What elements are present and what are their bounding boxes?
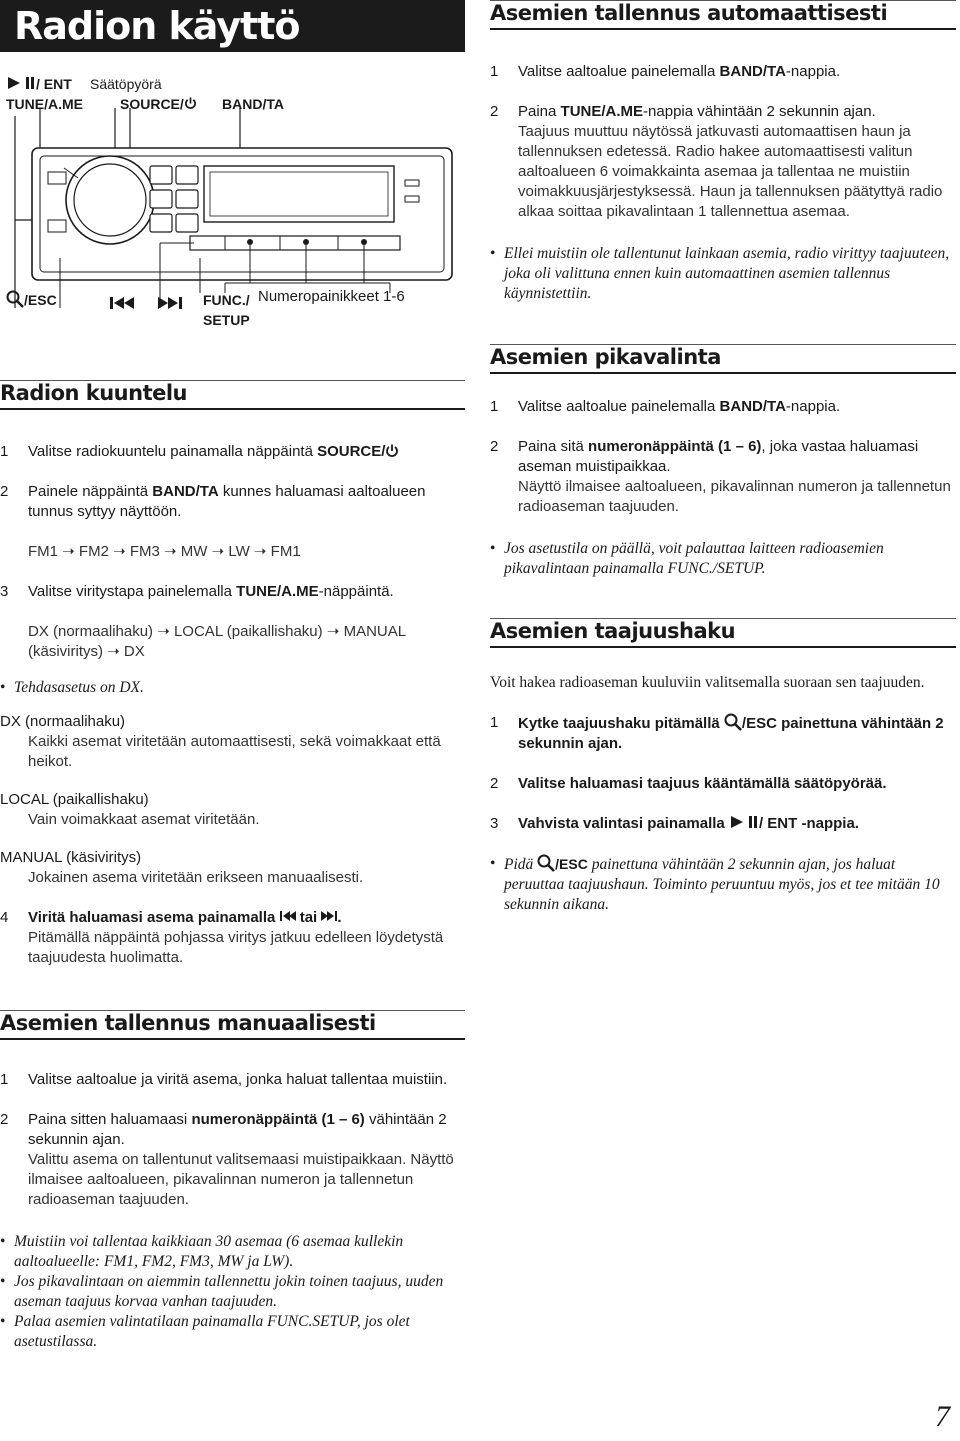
step-3: 3 Valitse viritystapa painelemalla TUNE/A.ME-näppäintä. (0, 583, 394, 600)
head-unit-drawing (0, 108, 465, 308)
manual-desc: Jokainen asema viritetään erikseen manuaalisesti. (28, 869, 364, 886)
step-2: 2 Painele näppäintä BAND/TA kunnes haluamasi aaltoalueen tunnus syttyy näyttöön. (0, 483, 426, 520)
default-note: • Tehdasasetus on DX. (0, 678, 465, 698)
arrow-icon: ➝ (62, 543, 75, 560)
step-1: 1 Valitse radiokuuntelu painamalla näppäintä SOURCE/ (0, 442, 465, 462)
step-4-desc: Pitämällä näppäintä pohjassa viritys jatkuu edelleen löydetystä taajuudesta huolimatta. (28, 929, 444, 966)
arrow-icon: ➝ (211, 543, 225, 560)
dx-title: DX (normaalihaku) (0, 713, 126, 730)
tallennus-automaattisesti-body (490, 62, 956, 304)
saatopyora-label: Säätöpyörä (90, 76, 162, 92)
radio-diagram (0, 68, 465, 338)
play-pause-icon (729, 815, 759, 829)
step-2: 2 Valitse haluamasi taajuus kääntämällä säätöpyörää. (490, 775, 887, 792)
tune-ame-label: TUNE/A.ME (6, 96, 83, 112)
page-title: Radion käyttö (0, 0, 465, 52)
local-title: LOCAL (paikallishaku) (0, 791, 149, 808)
tallennus-automaattisesti-heading: Asemien tallennus automaattisesti (490, 0, 956, 30)
arrow-icon: ➝ (253, 543, 267, 560)
source-label: SOURCE/ (120, 96, 197, 112)
tallennus-manuaalisesti-body (0, 1070, 465, 1352)
tallennus-manuaalisesti-heading: Asemien tallennus manuaalisesti (0, 1010, 465, 1040)
search-icon (537, 854, 555, 872)
step-1: 1 Valitse aaltoalue ja viritä asema, jonka haluat tallentaa muistiin. (0, 1071, 448, 1088)
setup-label: SETUP (203, 312, 250, 328)
taajuushaku-note: • Pidä /ESC painettuna vähintään 2 sekunnin ajan, jos haluat peruuttaa taajuushaun. Toiminto peruuntuu myös, jos et tee mitään 10 sekunnin aikana. (490, 854, 956, 915)
radion-kuuntelu-heading: Radion kuuntelu (0, 380, 465, 410)
search-icon (6, 290, 24, 308)
arrow-icon: ➝ (157, 623, 170, 640)
arrow-icon: ➝ (326, 623, 340, 640)
numeric-buttons-label: Numeropainikkeet 1-6 (258, 288, 405, 305)
step-1: 1 Valitse aaltoalue painelemalla BAND/TA-nappia. (490, 63, 841, 80)
step-1: 1 Valitse aaltoalue painelemalla BAND/TA-nappia. (490, 398, 841, 415)
taajuushaku-heading: Asemien taajuushaku (490, 618, 956, 648)
search-icon (724, 713, 742, 731)
seek-buttons-icon (110, 296, 190, 310)
power-icon (385, 444, 399, 458)
step-2-desc: Näyttö ilmaisee aaltoalueen, pikavalinnan numeron ja tallennetun radioaseman taajuuden. (518, 478, 951, 515)
band-label: BAND/TA (222, 96, 284, 112)
step-2: 2 Paina sitä numeronäppäintä (1 – 6), joka vastaa haluamasi aseman muistipaikkaa. (490, 438, 919, 475)
func-label: FUNC./ (203, 292, 250, 308)
taajuushaku-body (490, 673, 956, 915)
manual-title: MANUAL (käsiviritys) (0, 849, 142, 866)
mode-sequence: DX (normaalihaku) ➝ LOCAL (paikallishaku) ➝ MANUAL (käsiviritys) ➝ DX (28, 623, 407, 660)
page-number: 7 (935, 1400, 950, 1433)
dx-desc: Kaikki asemat viritetään automaattisesti, sekä voimakkaat että heikot. (28, 733, 441, 770)
step-4: 4 Viritä haluamasi asema painamalla tai . (0, 909, 342, 926)
step-1: 1 Kytke taajuushaku pitämällä /ESC painettuna vähintään 2 sekunnin ajan. (490, 714, 944, 752)
arrow-icon: ➝ (164, 543, 177, 560)
step-2-desc: Taajuus muuttuu näytössä jatkuvasti automaattisen haun ja tallennuksen edetessä. Radio hakee automaattisesti valitun aaltoalueen 6 voimakkainta asemaa ja tallentaa ne muistiin voimakkuusjärjestyksessä. Haun ja tallennuksen päätyttyä radio alkaa soittaa pikavalintaan 1 tallennettua asemaa. (518, 123, 943, 220)
step-2: 2 Paina sitten haluamaasi numeronäppäintä (1 – 6) vähintään 2 sekunnin ajan. (0, 1111, 447, 1148)
play-pause-icon (6, 76, 36, 90)
pikavalinta-heading: Asemien pikavalinta (490, 344, 956, 374)
pika-note: • Jos asetustila on päällä, voit palauttaa laitteen radioasemien pikavalintaan painamalla FUNC./SETUP. (490, 539, 956, 579)
step-2: 2 Paina TUNE/A.ME-nappia vähintään 2 sekunnin ajan. (490, 103, 876, 120)
step-2-desc: Valittu asema on tallentunut valitsemaasi muistipaikkaan. Näyttö ilmaisee aaltoalueen, pikavalinnan numeron ja tallennetun radioaseman taajuuden. (28, 1151, 454, 1208)
seek-back-icon (280, 910, 296, 922)
arrow-icon: ➝ (113, 543, 126, 560)
play-pause-ent-label: / ENT (6, 76, 72, 92)
note-3: • Palaa asemien valintatilaan painamalla FUNC.SETUP, jos olet asetustilassa. (0, 1312, 465, 1352)
esc-label: /ESC (6, 290, 57, 308)
arrow-icon: ➝ (107, 643, 120, 660)
seek-forward-icon (321, 910, 337, 922)
auto-note: • Ellei muistiin ole tallentunut lainkaan asemia, radio virittyy taajuuteen, joka oli valittuna ennen kuin automaattinen asemien tallennus käynnistettiin. (490, 244, 956, 304)
note-2: • Jos pikavalintaan on aiemmin tallennettu jokin toinen taajuus, uuden aseman taajuus korvaa vanhan taajuuden. (0, 1272, 465, 1312)
local-desc: Vain voimakkaat asemat viritetään. (28, 811, 260, 828)
step-3: 3 Vahvista valintasi painamalla / ENT -nappia. (490, 815, 859, 832)
radion-kuuntelu-body (0, 442, 465, 968)
taajuushaku-intro: Voit hakea radioaseman kuuluviin valitsemalla suoraan sen taajuuden. (490, 674, 925, 691)
note-1: • Muistiin voi tallentaa kaikkiaan 30 asemaa (6 asemaa kullekin aaltoalueelle: FM1, FM2, FM3, MW ja LW). (0, 1232, 465, 1272)
pikavalinta-body (490, 397, 956, 579)
band-sequence: FM1 ➝ FM2 ➝ FM3 ➝ MW ➝ LW ➝ FM1 (28, 543, 301, 560)
